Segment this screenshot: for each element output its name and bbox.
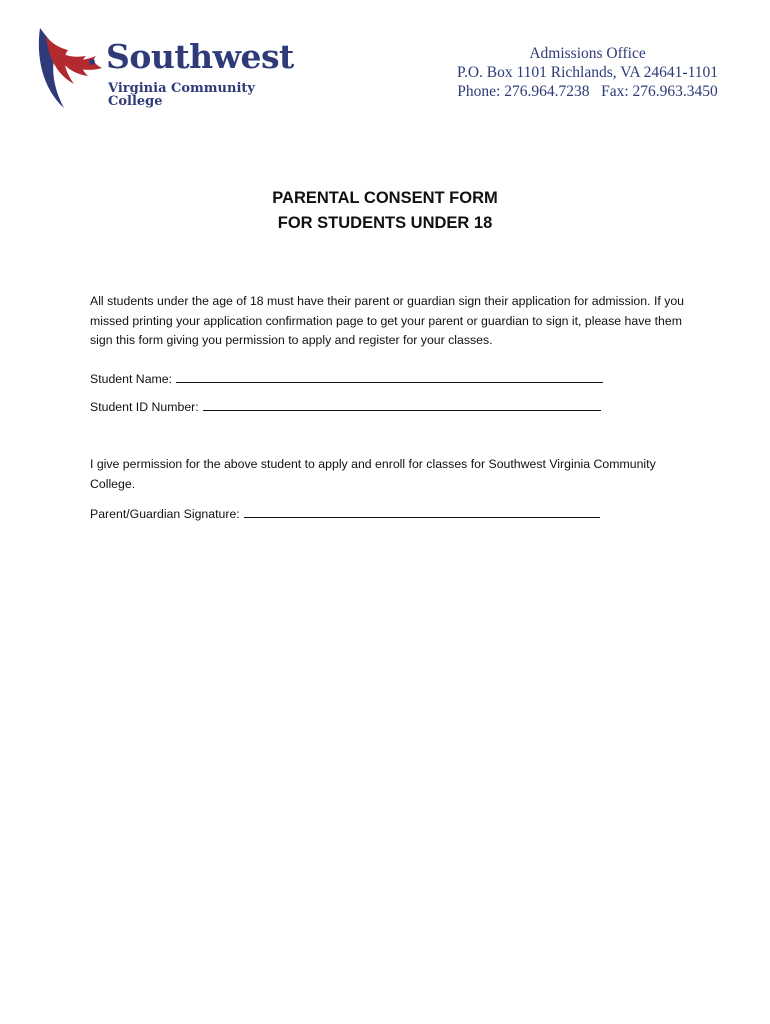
form-title-line-2: FOR STUDENTS UNDER 18 xyxy=(277,214,493,232)
student-id-blank[interactable] xyxy=(203,397,601,411)
student-name-field xyxy=(90,369,700,388)
logo-subtitle: Virginia Community College xyxy=(108,81,255,109)
student-name-label: Student Name: xyxy=(90,372,173,386)
address-line-office: Admissions Office xyxy=(529,45,646,62)
student-id-label: Student ID Number: xyxy=(90,400,199,414)
form-title-line-1: PARENTAL CONSENT FORM xyxy=(272,189,498,207)
address-line-po-box: P.O. Box 1101 Richlands, VA 24641-1101 xyxy=(457,64,718,81)
address-line-phone-fax: Phone: 276.964.7238 Fax: 276.963.3450 xyxy=(457,83,718,100)
student-id-field xyxy=(90,397,700,416)
eagle-logo-icon xyxy=(34,26,106,110)
intro-paragraph: All students under the age of 18 must have their parent or guardian sign their application for admission. If you missed printing your application confirmation page to get your parent or guardian to sign it, please have them sign this form giving you permission to apply and register for your classes. xyxy=(90,294,685,347)
logo-name: Southwest xyxy=(106,37,294,76)
signature-label: Parent/Guardian Signature: xyxy=(90,507,240,521)
signature-field xyxy=(90,504,700,523)
permission-statement: I give permission for the above student to apply and enroll for classes for Southwest Virginia Community College. xyxy=(90,457,656,491)
signature-blank[interactable] xyxy=(244,504,600,518)
form-title xyxy=(0,186,770,236)
college-logo xyxy=(34,26,294,112)
office-address xyxy=(457,44,718,101)
student-name-blank[interactable] xyxy=(176,369,603,383)
